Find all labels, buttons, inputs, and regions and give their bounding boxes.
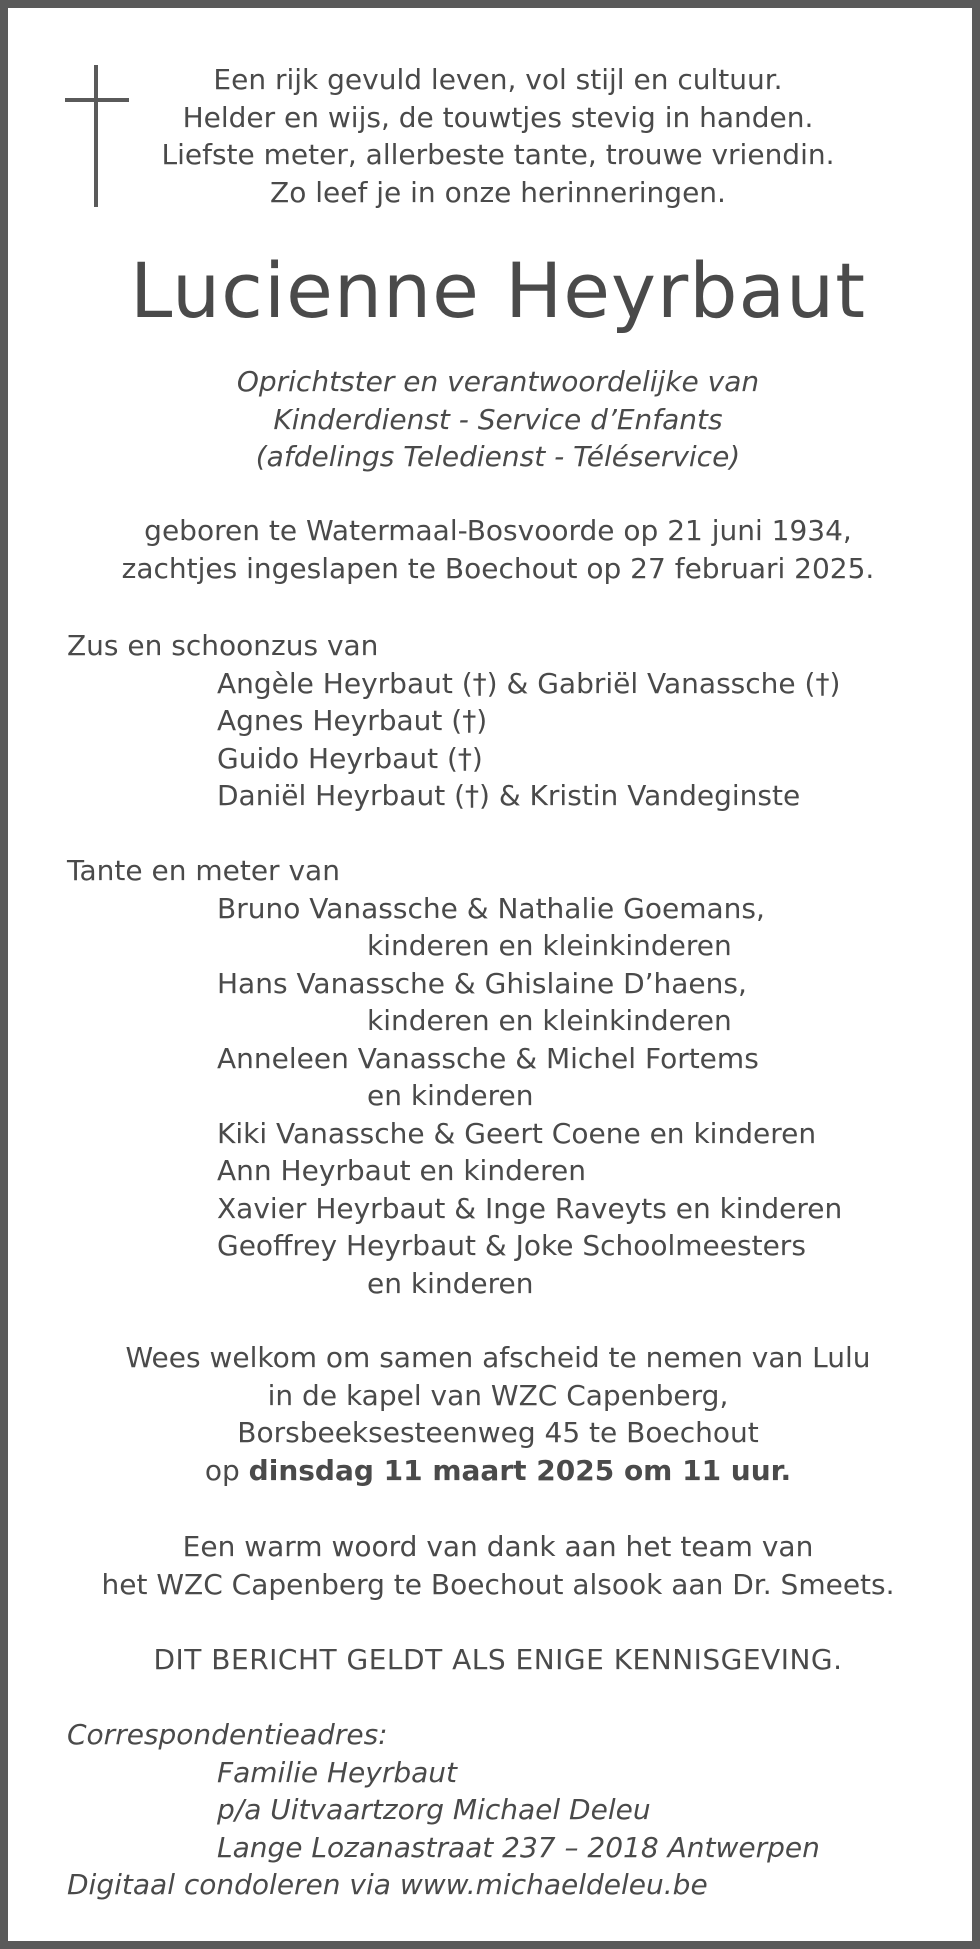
sibling-item: Guido Heyrbaut (†) <box>217 741 483 775</box>
ceremony-date: dinsdag 11 maart 2025 om 11 uur. <box>248 1453 792 1487</box>
ceremony-info <box>8 1339 980 1489</box>
poem-line: Helder en wijs, de touwtjes stevig in handen. <box>182 100 814 134</box>
godchild-sub: kinderen en kleinkinderen <box>367 929 732 962</box>
correspondence-heading: Correspondentieadres: <box>67 1718 388 1751</box>
role-line: (afdelings Teledienst - Téléservice) <box>255 440 741 473</box>
poem-line: Een rijk gevuld leven, vol stijl en cultuur. <box>213 63 783 96</box>
godchild-item: Kiki Vanassche & Geert Coene en kinderen <box>217 1116 817 1150</box>
godchild-item: Hans Vanassche & Ghislaine D’haens, <box>217 966 747 1000</box>
life-dates <box>8 512 980 587</box>
correspondence-line: Lange Lozanastraat 237 – 2018 Antwerpen <box>217 1830 820 1864</box>
poem-line: Zo leef je in onze herinneringen. <box>270 175 726 209</box>
godchild-item: Anneleen Vanassche & Michel Fortems <box>217 1041 759 1075</box>
godchild-item: Xavier Heyrbaut & Inge Raveyts en kinderen <box>217 1191 843 1225</box>
sibling-item: Angèle Heyrbaut (†) & Gabriël Vanassche (†) <box>217 666 841 700</box>
godchild-sub: en kinderen <box>367 1266 534 1300</box>
notice-line: DIT BERICHT GELDT ALS ENIGE KENNISGEVING. <box>153 1643 843 1676</box>
poem-line: Liefste meter, allerbeste tante, trouwe vriendin. <box>161 138 835 171</box>
welcome-line: in de kapel van WZC Capenberg, <box>267 1378 729 1412</box>
siblings-heading: Zus en schoonzus van <box>67 629 379 662</box>
role-line: Oprichtster en verantwoordelijke van <box>236 365 760 398</box>
sibling-item: Daniël Heyrbaut (†) & Kristin Vandeginste <box>217 779 801 812</box>
role-description <box>8 363 980 476</box>
godchild-item: Bruno Vanassche & Nathalie Goemans, <box>217 891 765 925</box>
poem <box>8 61 980 211</box>
godchild-sub: en kinderen <box>367 1079 534 1112</box>
godchild-item: Ann Heyrbaut en kinderen <box>217 1154 586 1187</box>
correspondence-line: p/a Uitvaartzorg Michael Deleu <box>217 1793 651 1826</box>
birth-line: geboren te Watermaal-Bosvoorde op 21 juni 1934, <box>144 514 852 547</box>
family-list <box>67 627 967 1302</box>
welcome-line: Borsbeeksesteenweg 45 te Boechout <box>237 1416 759 1449</box>
correspondence <box>67 1716 967 1904</box>
ceremony-date-line <box>8 1452 980 1490</box>
godchild-sub: kinderen en kleinkinderen <box>367 1004 732 1037</box>
godchild-item: Geoffrey Heyrbaut & Joke Schoolmeesters <box>217 1229 806 1262</box>
correspondence-line: Familie Heyrbaut <box>217 1755 458 1789</box>
ceremony-date-prefix: op <box>204 1453 240 1487</box>
thanks-line: Een warm woord van dank aan het team van <box>182 1530 814 1563</box>
godchildren-heading: Tante en meter van <box>67 854 340 887</box>
notice <box>8 1641 980 1679</box>
online-condolence: Digitaal condoleren via www.michaeldeleu.be <box>67 1868 708 1901</box>
role-line: Kinderdienst - Service d’Enfants <box>273 402 723 436</box>
thanks <box>8 1528 980 1603</box>
sibling-item: Agnes Heyrbaut (†) <box>217 704 488 737</box>
thanks-line: het WZC Capenberg te Boechout alsook aan Dr. Smeets. <box>101 1567 895 1601</box>
welcome-line: Wees welkom om samen afscheid te nemen van Lulu <box>125 1341 871 1374</box>
death-line: zachtjes ingeslapen te Boechout op 27 februari 2025. <box>121 551 875 585</box>
deceased-name: Lucienne Heyrbaut <box>130 246 866 335</box>
